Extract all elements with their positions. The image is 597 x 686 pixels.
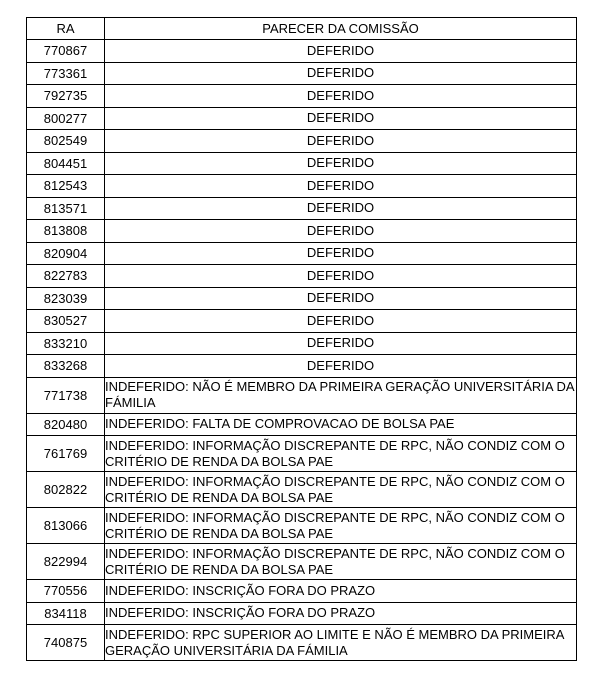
cell-ra: 813066	[27, 508, 105, 544]
cell-parecer: INDEFERIDO: INFORMAÇÃO DISCREPANTE DE RPC, NÃO CONDIZ COM O CRITÉRIO DE RENDA DA BOLSA PAE	[105, 472, 577, 508]
cell-ra: 740875	[27, 625, 105, 661]
header-parecer: PARECER DA COMISSÃO	[105, 18, 577, 40]
table-row	[27, 197, 577, 220]
cell-parecer: DEFERIDO	[105, 152, 577, 175]
cell-ra: 833210	[27, 332, 105, 355]
cell-parecer: DEFERIDO	[105, 310, 577, 333]
table-row	[27, 152, 577, 175]
cell-ra: 773361	[27, 62, 105, 85]
table-row	[27, 85, 577, 108]
table-row	[27, 310, 577, 333]
table-row	[27, 287, 577, 310]
cell-parecer: DEFERIDO	[105, 175, 577, 198]
cell-parecer: DEFERIDO	[105, 130, 577, 153]
table-row	[27, 175, 577, 198]
cell-parecer: INDEFERIDO: INFORMAÇÃO DISCREPANTE DE RPC, NÃO CONDIZ COM O CRITÉRIO DE RENDA DA BOLSA PAE	[105, 436, 577, 472]
cell-ra: 800277	[27, 107, 105, 130]
cell-parecer: INDEFERIDO: FALTA DE COMPROVACAO DE BOLSA PAE	[105, 413, 577, 436]
cell-parecer: DEFERIDO	[105, 40, 577, 63]
table-row	[27, 265, 577, 288]
cell-parecer: DEFERIDO	[105, 287, 577, 310]
cell-ra: 823039	[27, 287, 105, 310]
cell-parecer: DEFERIDO	[105, 265, 577, 288]
results-table	[26, 17, 577, 661]
cell-parecer: DEFERIDO	[105, 355, 577, 378]
cell-parecer: INDEFERIDO: INSCRIÇÃO FORA DO PRAZO	[105, 580, 577, 603]
table-row	[27, 602, 577, 625]
cell-ra: 813571	[27, 197, 105, 220]
table-row	[27, 413, 577, 436]
cell-ra: 830527	[27, 310, 105, 333]
cell-parecer: DEFERIDO	[105, 85, 577, 108]
cell-ra: 834118	[27, 602, 105, 625]
cell-parecer: DEFERIDO	[105, 332, 577, 355]
cell-parecer: DEFERIDO	[105, 107, 577, 130]
table-row	[27, 130, 577, 153]
table-row	[27, 220, 577, 243]
cell-parecer: INDEFERIDO: INFORMAÇÃO DISCREPANTE DE RPC, NÃO CONDIZ COM O CRITÉRIO DE RENDA DA BOLSA PAE	[105, 544, 577, 580]
cell-ra: 802549	[27, 130, 105, 153]
cell-ra: 804451	[27, 152, 105, 175]
cell-ra: 833268	[27, 355, 105, 378]
header-ra: RA	[27, 18, 105, 40]
table-row	[27, 377, 577, 413]
cell-parecer: INDEFERIDO: INFORMAÇÃO DISCREPANTE DE RPC, NÃO CONDIZ COM O CRITÉRIO DE RENDA DA BOLSA PAE	[105, 508, 577, 544]
cell-ra: 822783	[27, 265, 105, 288]
cell-parecer: INDEFERIDO: RPC SUPERIOR AO LIMITE E NÃO É MEMBRO DA PRIMEIRA GERAÇÃO UNIVERSITÁRIA DA FÁMILIA	[105, 625, 577, 661]
cell-ra: 822994	[27, 544, 105, 580]
cell-ra: 761769	[27, 436, 105, 472]
cell-parecer: INDEFERIDO: NÃO É MEMBRO DA PRIMEIRA GERAÇÃO UNIVERSITÁRIA DA FÁMILIA	[105, 377, 577, 413]
table-body	[27, 40, 577, 661]
table-row	[27, 40, 577, 63]
cell-ra: 812543	[27, 175, 105, 198]
table-row	[27, 625, 577, 661]
table-row	[27, 62, 577, 85]
table-row	[27, 332, 577, 355]
cell-ra: 770556	[27, 580, 105, 603]
cell-parecer: DEFERIDO	[105, 242, 577, 265]
cell-parecer: DEFERIDO	[105, 62, 577, 85]
cell-ra: 770867	[27, 40, 105, 63]
table-row	[27, 580, 577, 603]
table-row	[27, 508, 577, 544]
cell-ra: 820480	[27, 413, 105, 436]
table-row	[27, 355, 577, 378]
cell-ra: 820904	[27, 242, 105, 265]
table-row	[27, 242, 577, 265]
table-row	[27, 544, 577, 580]
cell-parecer: DEFERIDO	[105, 220, 577, 243]
cell-parecer: INDEFERIDO: INSCRIÇÃO FORA DO PRAZO	[105, 602, 577, 625]
table-row	[27, 472, 577, 508]
cell-ra: 813808	[27, 220, 105, 243]
cell-ra: 771738	[27, 377, 105, 413]
table-row	[27, 436, 577, 472]
table-header-row	[27, 18, 577, 40]
cell-ra: 792735	[27, 85, 105, 108]
cell-parecer: DEFERIDO	[105, 197, 577, 220]
table-row	[27, 107, 577, 130]
cell-ra: 802822	[27, 472, 105, 508]
